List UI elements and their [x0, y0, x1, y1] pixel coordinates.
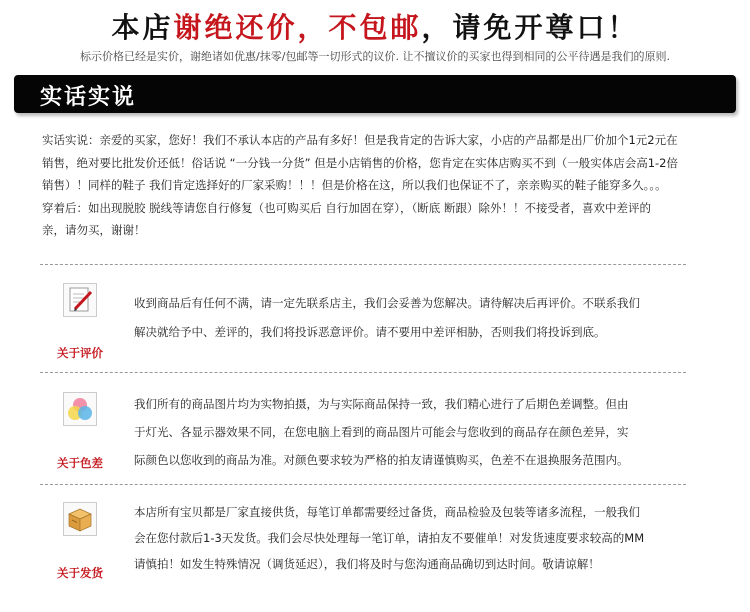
divider [40, 264, 686, 265]
divider [40, 484, 686, 485]
intro-line: 销售，绝对要比批发价还低！俗话说 “一分钱一分货” 但是小店销售的价格，您肯定在实体店购买不到（一般实体店会高1-2倍 [42, 155, 679, 170]
section-line: 请慎拍！如发生特殊情况（调货延迟），我们将及时与您沟通商品确切到达时间。敬请谅解！ [134, 557, 600, 571]
title-part-3: ，请免开尊口！ [421, 11, 639, 44]
section-label-color: 关于色差 [57, 456, 103, 470]
section-line: 本店所有宝贝都是厂家直接供货，每笔订单都需要经过备货，商品检验及包装等诸多流程，一般我们 [134, 505, 640, 519]
intro-line: 销售）！同样的鞋子 我们肯定选择好的厂家采购！！！但是价格在这，所以我们也保证不了，亲亲购买的鞋子能穿多久。。。 [42, 178, 667, 192]
section-text-review [134, 289, 674, 347]
section-line: 解决就给予中、差评的，我们将投诉恶意评价。请不要用中差评相胁，否则我们将投诉到底。 [134, 325, 606, 339]
shipping-box-icon [63, 502, 97, 536]
section-line: 我们所有的商品图片均为实物拍摄，为与实际商品保持一致，我们精心进行了后期色差调整。但由 [134, 397, 629, 411]
section-line: 会在您付款后1-3天发货。我们会尽快处理每一笔订单，请拍友不要催单！对发货速度要求较高的MM [134, 531, 645, 545]
section-text-shipping [134, 499, 674, 577]
title-part-1: 本店 [111, 11, 174, 44]
section-label-shipping: 关于发货 [57, 566, 103, 580]
section-line: 际颜色以您收到的商品为准。对颜色要求较为严格的拍友请谨慎购买，色差不在退换服务范围内。 [134, 453, 629, 467]
section-line: 于灯光、各显示器效果不同，在您电脑上看到的商品图片可能会与您收到的商品存在颜色差异，实 [134, 425, 629, 439]
section-banner [14, 75, 736, 113]
section-line: 收到商品后有任何不满，请一定先联系店主，我们会妥善为您解决。请待解决后再评价。不联系我们 [134, 296, 640, 310]
intro-line: 亲，请勿买，谢谢！ [42, 223, 146, 237]
pen-paper-icon [63, 283, 97, 317]
divider [40, 372, 686, 373]
intro-line: 穿着后：如出现脱胶 脱线等请您自行修复（也可购买后 自行加固在穿），（断底 断跟）除外！！不接受者，喜欢中差评的 [42, 200, 651, 215]
page-title [0, 6, 750, 46]
title-part-2-highlight: 谢绝还价，不包邮 [173, 11, 422, 44]
intro-line: 实话实说：亲爱的买家，您好！我们不承认本店的产品有多好！但是我肯定的告诉大家，小店的产品都是出厂价加个1元2元在 [42, 133, 678, 147]
banner-label: 实话实说 [40, 84, 137, 110]
page-subtitle: 标示价格已经是实价，谢绝诸如优惠/抹零/包邮等一切形式的议价. 让不擅议价的买家也得到相同的公平待遇是我们的原则. [80, 50, 670, 63]
section-label-review: 关于评价 [57, 346, 103, 360]
color-circles-icon [63, 392, 97, 426]
section-text-color [134, 390, 674, 474]
intro-paragraph [42, 129, 702, 242]
